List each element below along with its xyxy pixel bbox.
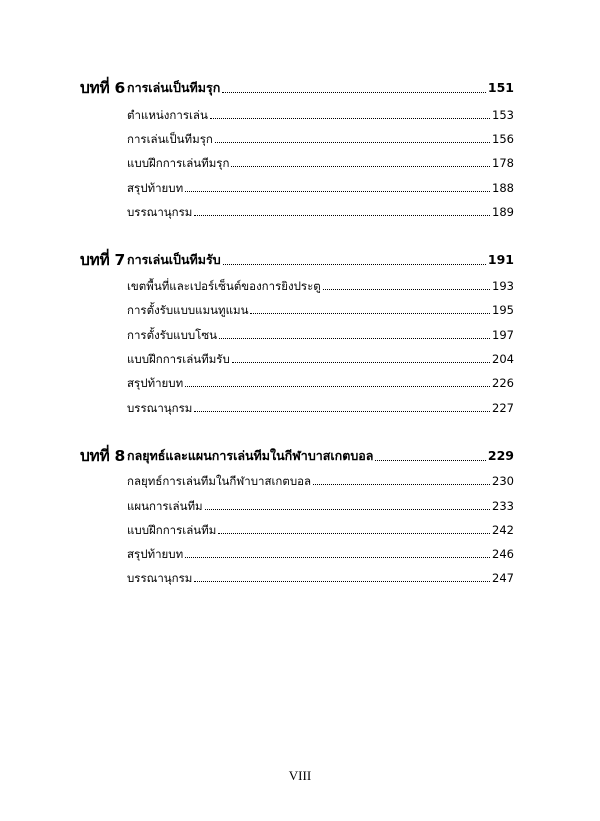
entry-title: เขตพื้นที่และเปอร์เซ็นต์ของการยิงประตู [127,279,321,293]
dot-leader [222,92,486,93]
entry-title: การตั้งรับแบบแมนทูแมน [127,303,249,317]
chapter-heading [80,446,514,466]
dot-leader [194,411,490,412]
dot-leader [194,581,490,582]
entry-title: สรุปท้ายบท [127,181,184,195]
entry-title: บรรณานุกรม [127,205,193,219]
page-number: VIII [288,768,312,783]
dot-leader [194,215,490,216]
toc-entry [127,301,514,319]
dot-leader [185,386,490,387]
dot-leader [218,533,490,534]
dot-leader [205,509,490,510]
entry-page: 153 [492,108,514,122]
toc-entry [127,203,514,221]
toc-entry [127,326,514,344]
entry-page: 242 [492,523,514,537]
entry-title: แบบฝึกการเล่นทีมรับ [127,352,230,366]
chapter-heading [80,78,514,98]
toc-entry [127,399,514,417]
dot-leader [223,264,486,265]
dot-leader [219,338,490,339]
entry-page: 189 [492,205,514,219]
chapter-label: บทที่ 8 [80,447,125,465]
dot-leader [210,118,490,119]
toc-entry [127,545,514,563]
chapter-label: บทที่ 7 [80,251,125,269]
toc-entry [127,179,514,197]
toc-entry [127,569,514,587]
entry-page: 188 [492,181,514,195]
entry-page: 195 [492,303,514,317]
entry-title: แบบฝึกการเล่นทีมรุก [127,156,230,170]
toc-entry [127,130,514,148]
entry-page: 230 [492,474,514,488]
dot-leader [185,557,490,558]
dot-leader [215,142,490,143]
toc-entry [127,497,514,515]
dot-leader [231,166,490,167]
toc-entry [127,472,514,490]
entry-title: สรุปท้ายบท [127,376,184,390]
toc-entry [127,374,514,392]
entry-page: 193 [492,279,514,293]
entry-title: สรุปท้ายบท [127,547,184,561]
entry-page: 204 [492,352,514,366]
toc-entry [127,106,514,124]
entry-title: ตำแหน่งการเล่น [127,108,208,122]
entry-title: แผนการเล่นทีม [127,499,203,513]
dot-leader [232,362,490,363]
entry-page: 247 [492,571,514,585]
chapter-page: 151 [487,80,514,95]
dot-leader [375,460,485,461]
dot-leader [185,191,490,192]
entry-title: บรรณานุกรม [127,571,193,585]
chapter-label: บทที่ 6 [80,79,125,97]
chapter-title: การเล่นเป็นทีมรุก [127,80,221,95]
chapter-page: 191 [487,252,514,267]
toc-entry [127,154,514,172]
entry-page: 197 [492,328,514,342]
chapter-title: กลยุทธ์และแผนการเล่นทีมในกีฬาบาสเกตบอล [127,448,374,463]
entry-page: 178 [492,156,514,170]
toc-entry [127,277,514,295]
chapter-heading [80,250,514,270]
toc-entry [127,521,514,539]
entry-title: แบบฝึกการเล่นทีม [127,523,217,537]
entry-title: การตั้งรับแบบโซน [127,328,218,342]
dot-leader [313,484,490,485]
toc-entry [127,350,514,368]
entry-title: การเล่นเป็นทีมรุก [127,132,213,146]
entry-page: 246 [492,547,514,561]
chapter-title: การเล่นเป็นทีมรับ [127,252,221,267]
entry-page: 233 [492,499,514,513]
entry-page: 226 [492,376,514,390]
entry-page: 227 [492,401,514,415]
entry-title: กลยุทธ์การเล่นทีมในกีฬาบาสเกตบอล [127,474,312,488]
entry-page: 156 [492,132,514,146]
chapter-page: 229 [487,448,514,463]
entry-title: บรรณานุกรม [127,401,193,415]
dot-leader [250,313,490,314]
dot-leader [323,289,490,290]
